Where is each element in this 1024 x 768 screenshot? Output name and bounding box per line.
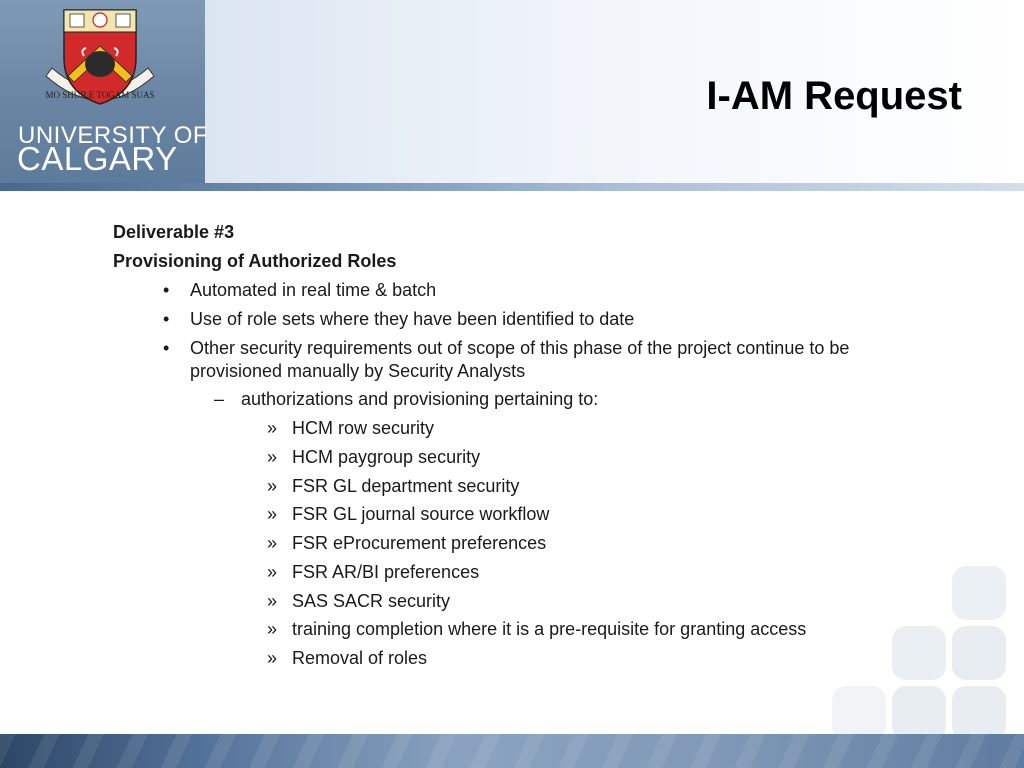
list-item: FSR GL journal source workflow bbox=[292, 504, 550, 524]
list-item: HCM row security bbox=[292, 418, 435, 438]
list-item: FSR eProcurement preferences bbox=[292, 533, 547, 553]
provisioning-heading: Provisioning of Authorized Roles bbox=[113, 251, 397, 271]
list-item: SAS SACR security bbox=[292, 591, 451, 611]
list-item: FSR AR/BI preferences bbox=[292, 562, 480, 582]
decorative-square bbox=[892, 626, 946, 680]
bullet-marker: • bbox=[163, 309, 170, 329]
decorative-square bbox=[952, 626, 1006, 680]
guillemet-marker: » bbox=[267, 562, 278, 582]
footer-band bbox=[0, 734, 1024, 768]
bullet-item: Automated in real time & batch bbox=[190, 280, 437, 300]
guillemet-marker: » bbox=[267, 447, 278, 467]
guillemet-marker: » bbox=[267, 476, 278, 496]
university-name-line1: UNIVERSITY OF bbox=[18, 122, 209, 149]
list-item: HCM paygroup security bbox=[292, 447, 481, 467]
bullet-item: Other security requirements out of scope of this phase of the project continue to be bbox=[190, 338, 850, 358]
guillemet-marker: » bbox=[267, 591, 278, 611]
svg-text:MO SHÙILE TOGAM SUAS: MO SHÙILE TOGAM SUAS bbox=[45, 90, 155, 100]
dash-marker: – bbox=[214, 389, 225, 409]
guillemet-marker: » bbox=[267, 619, 278, 639]
decorative-square bbox=[832, 686, 886, 740]
bullet-item: Use of role sets where they have been identified to date bbox=[190, 309, 635, 329]
list-item: training completion where it is a pre-requisite for granting access bbox=[292, 619, 807, 639]
list-item: Removal of roles bbox=[292, 648, 428, 668]
list-item: FSR GL department security bbox=[292, 476, 520, 496]
slide-title: I-AM Request bbox=[706, 74, 962, 118]
sub-bullet-item: authorizations and provisioning pertaining to: bbox=[241, 389, 599, 409]
guillemet-marker: » bbox=[267, 504, 278, 524]
bullet-item-continuation: provisioned manually by Security Analysts bbox=[190, 361, 526, 381]
decorative-square bbox=[952, 686, 1006, 740]
guillemet-marker: » bbox=[267, 533, 278, 553]
bullet-marker: • bbox=[163, 280, 170, 300]
university-name-line2: CALGARY bbox=[17, 140, 178, 177]
guillemet-marker: » bbox=[267, 648, 278, 668]
bullet-marker: • bbox=[163, 338, 170, 358]
deliverable-heading: Deliverable #3 bbox=[113, 222, 235, 242]
guillemet-marker: » bbox=[267, 418, 278, 438]
decorative-square bbox=[952, 566, 1006, 620]
decorative-square bbox=[892, 686, 946, 740]
